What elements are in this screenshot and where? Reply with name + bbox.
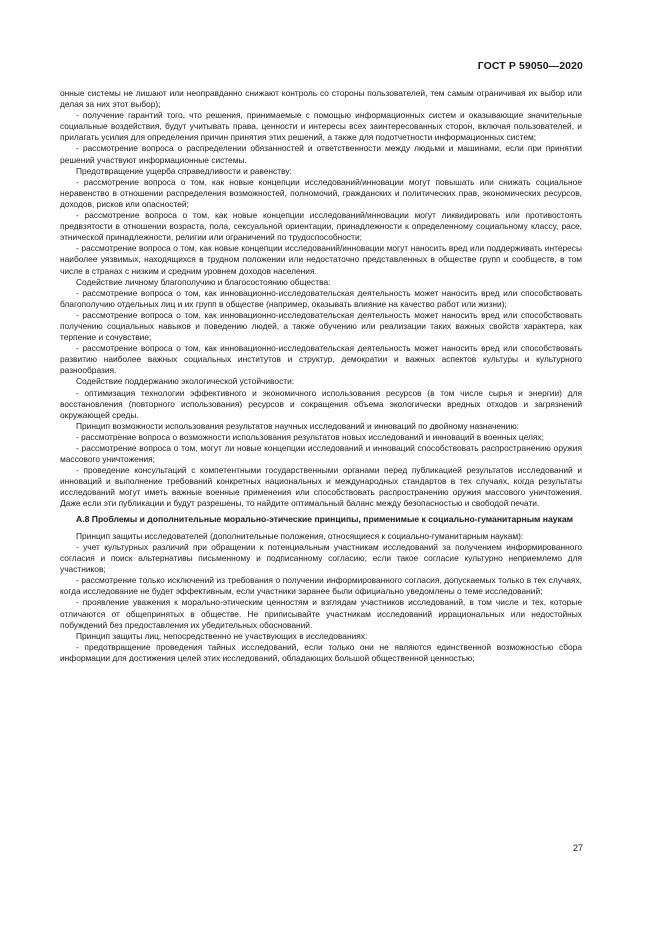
section-heading: А.8 Проблемы и дополнительные морально-этические принципы, применимые к социально-гуманитарным наукам [76, 513, 573, 524]
paragraph: - рассмотрение вопроса о возможности использования результатов новых исследований и инноваций в военных целях; [76, 431, 544, 442]
paragraph: - рассмотрение только исключений из требования о получении информированного согласия, допускаемых только в тех случаях, когда исследование не будет эффективным, если участники заранее были официально уведомлены о теме исследований; [60, 575, 582, 597]
paragraph: Принцип защиты лиц, непосредственно не участвующих в исследованиях: [76, 630, 368, 641]
paragraph: онные системы не лишают или неоправданно снижают контроль со стороны пользователей, тем самым ограничивая их выбор или делая за них этот выбор); [60, 88, 582, 110]
paragraph: - рассмотрение вопроса о том, как инновационно-исследовательская деятельность может наносить вред или способствовать получению социальных навыков и поведению людей, а также обучению или реализации таких важных свойств характера, как терпение и сочувствие; [60, 309, 582, 343]
paragraph: - оптимизация технологии эффективного и экономичного использования ресурсов (в том числе сырья и энергии) для восстановления (повторного использования) ресурсов и сокращения объема экологически вредных отходов и загрязнений окружающей среды. [60, 387, 582, 420]
document-header-standard-id: ГОСТ Р 59050—2020 [477, 60, 583, 72]
paragraph: - предотвращение проведения тайных исследований, если только они не являются единственной возможностью сбора информации для достижения целей этих исследований, обладающих большой общественной ценностью; [60, 641, 582, 663]
paragraph: - рассмотрение вопроса о распределении обязанностей и ответственности между людьми и машинами, если при принятии решений участвуют информационные системы. [60, 143, 582, 165]
paragraph: - проявление уважения к морально-этическим ценностям и взглядам участников исследований, в том числе и тех, которые отличаются от общепринятых в обществе. Не приписывайте участникам исследований иррациональных или недостойных побуждений без предоставления их убедительных обоснований. [60, 597, 582, 630]
paragraph: - рассмотрение вопроса о том, могут ли новые концепции исследований и инноваций способствовать распространению оружия массового уничтожения; [60, 443, 582, 465]
paragraph: - получение гарантий того, что решения, принимаемые с помощью информационных систем и оказывающие значительные социальные воздействия, будут учитывать права, ценности и интересы всех заинтересованных сторон, включая пользователей, и прилагать усилия для определения причин принятия этих решений, а также для подотчетности информационных систем; [60, 110, 582, 143]
paragraph: - рассмотрение вопроса о том, как инновационно-исследовательская деятельность может наносить вред или способствовать развитию наиболее важных социальных институтов и структур, демократии и важных аспектов культуры и культурного разнообразия. [60, 343, 582, 376]
paragraph: Содействие личному благополучию и благосостоянию общества: [76, 276, 331, 287]
paragraph: - рассмотрение вопроса о том, как новые концепции исследований/инновации могут ликвидировать или противостоять предвзятости в отношении возраста, пола, сексуальной ориентации, принадлежности к определенному социальному классу, расе, этнической принадлежности, религии или ограничений по трудоспособности; [60, 210, 582, 243]
paragraph: Принцип возможности использования результатов научных исследований и инноваций по двойному назначению: [76, 420, 519, 431]
paragraph: - рассмотрение вопроса о том, как новые концепции исследований/инновации могут повышать или снижать социальное неравенство в отношении распределения возможностей, полномочий, гражданских и политических прав, экономических ресурсов, доходов, рисков или опасностей; [60, 176, 582, 209]
page-number: 27 [572, 843, 583, 853]
paragraph: - рассмотрение вопроса о том, как новые концепции исследований/инновации могут наносить вред или поддерживать интересы наиболее уязвимых, находящихся в трудном положении или недостаточно представленных в обществе групп и сообществ, в том числе в странах с низким и средним уровнем доходов населения. [60, 243, 582, 276]
paragraph: Предотвращение ущерба справедливости и равенству: [76, 165, 292, 176]
paragraph: - учет культурных различий при обращении к потенциальным участникам исследований за получением информированного согласия и поиск альтернативы письменному и подписанному согласию, если такое согласие культурно неприемлемо для участников; [60, 541, 582, 575]
paragraph: Принцип защиты исследователей (дополнительные положения, относящиеся к социально-гуманитарным наукам): [76, 530, 524, 541]
paragraph: - рассмотрение вопроса о том, как инновационно-исследовательская деятельность может наносить вред или способствовать благополучию отдельных лиц и их групп в обществе (например, оказывать влияние на качество работ или жизни); [60, 287, 582, 309]
paragraph: - проведение консультаций с компетентными государственными органами перед публикацией результатов исследований и инноваций и выполнение требований конкретных национальных и международных стандартов в тех случаях, когда результаты исследований могут иметь важные военные применения или способствовать распространению оружия массового уничтожения. Даже если эти публикации и будут разрешены, то найдите оптимальный баланс между безопасностью и свободой печати. [60, 465, 582, 509]
document-body [60, 88, 582, 664]
paragraph: Содействие поддержанию экологической устойчивости: [76, 376, 295, 387]
